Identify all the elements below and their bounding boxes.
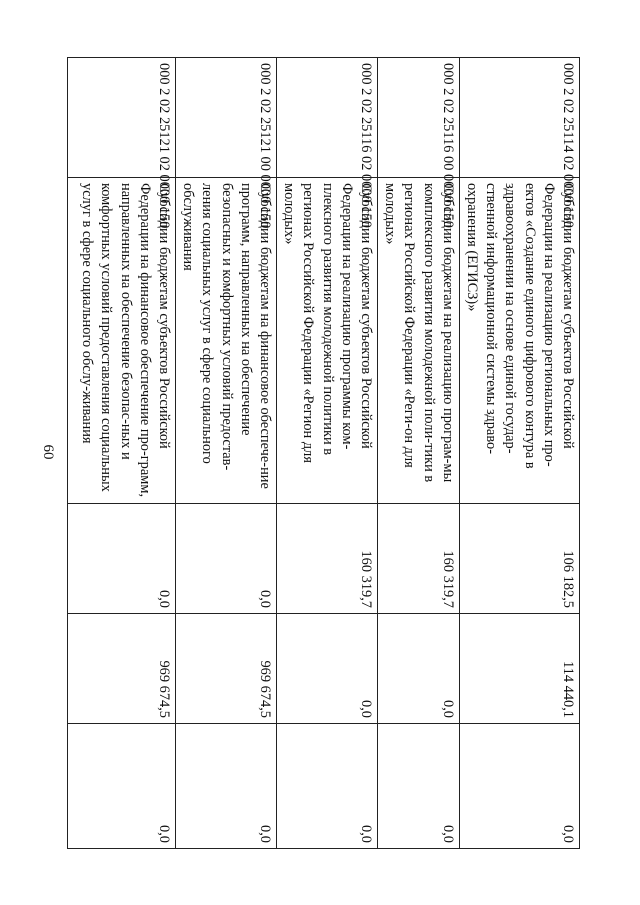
amount-column-1: 106 182,5 <box>459 504 579 614</box>
amount-column-2: 0,0 <box>377 614 459 724</box>
rotated-page-content <box>79 57 580 849</box>
budget-code: 000 2 02 25116 00 0000 150 <box>377 58 459 178</box>
amount-column-1: 0,0 <box>175 504 276 614</box>
budget-code: 000 2 02 25121 02 0000 150 <box>67 58 175 178</box>
amount-column-3: 0,0 <box>377 724 459 849</box>
amount-column-3: 0,0 <box>276 724 377 849</box>
table-row <box>67 58 175 849</box>
table-row <box>377 58 459 849</box>
subsidy-description: Субсидии бюджетам субъектов Российской Федерации на финансовое обеспечение про-грамм, направленных на обеспечение безопас-ных и комфортных условий предоставления социальных услуг в сфере социального обслу-живания <box>67 178 175 504</box>
amount-column-2: 114 440,1 <box>459 614 579 724</box>
amount-column-1: 0,0 <box>67 504 175 614</box>
amount-column-3: 0,0 <box>175 724 276 849</box>
amount-column-2: 969 674,5 <box>67 614 175 724</box>
amount-column-3: 0,0 <box>459 724 579 849</box>
amount-column-1: 160 319,7 <box>377 504 459 614</box>
amount-column-2: 969 674,5 <box>175 614 276 724</box>
budget-code: 000 2 02 25116 02 0000 150 <box>276 58 377 178</box>
table-row <box>276 58 377 849</box>
subsidy-description: Субсидии бюджетам субъектов Российской Федерации на реализацию региональных про-ектов «Создание единого цифрового контура в здравоохранении на основе единой государ-ственной информационной системы здраво-охранения (ЕГИСЗ)» <box>459 178 579 504</box>
amount-column-3: 0,0 <box>67 724 175 849</box>
budget-table <box>67 57 580 849</box>
page-number: 60 <box>40 444 56 460</box>
table-row <box>175 58 276 849</box>
subsidy-description: Субсидии бюджетам на финансовое обеспече-ние программ, направленных на обеспечение безопасных и комфортных условий предостав-ления социальных услуг в сфере социального обслуживания <box>175 178 276 504</box>
subsidy-description: Субсидии бюджетам субъектов Российской Федерации на реализацию программы ком-плексного развития молодежной политики в регионах Российской Федерации «Регион для молодых» <box>276 178 377 504</box>
amount-column-2: 0,0 <box>276 614 377 724</box>
subsidy-description: Субсидии бюджетам на реализацию програм-мы комплексного развития молодежной поли-тики в регионах Российской Федерации «Реги-он для молодых» <box>377 178 459 504</box>
table-row <box>459 58 579 849</box>
amount-column-1: 160 319,7 <box>276 504 377 614</box>
budget-code: 000 2 02 25121 00 0000 150 <box>175 58 276 178</box>
budget-code: 000 2 02 25114 02 0000 150 <box>459 58 579 178</box>
